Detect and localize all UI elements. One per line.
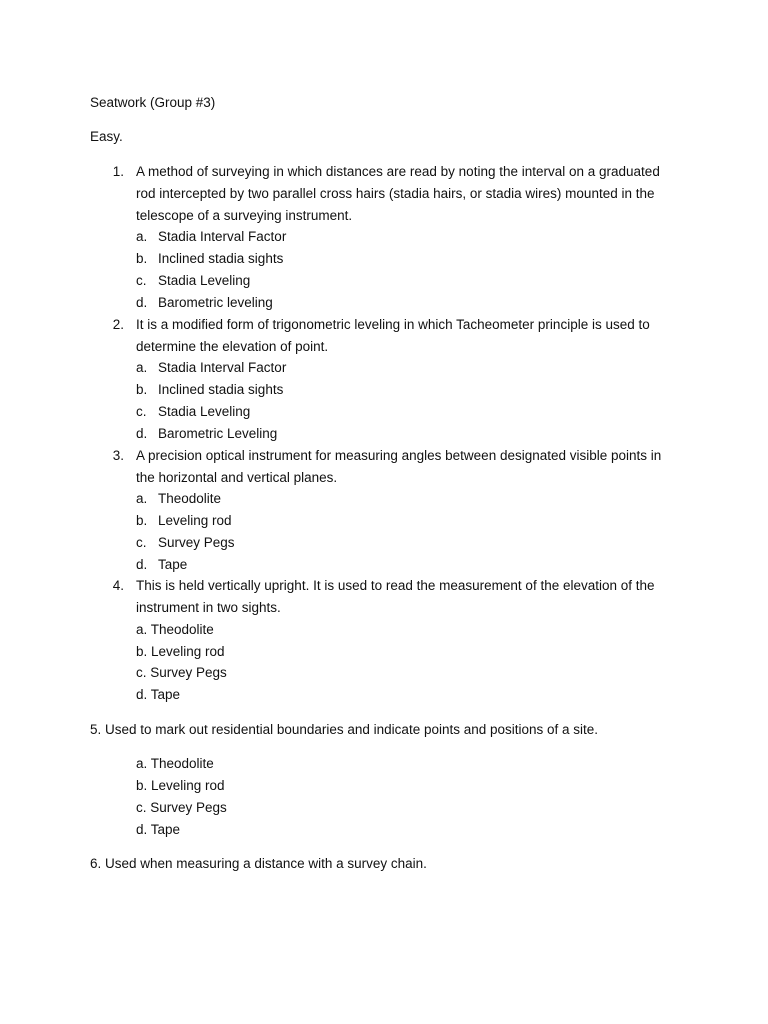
option-text: Leveling rod [158, 513, 232, 528]
question-text-line: It is a modified form of trigonometric leveling in which Tacheometer principle is used to [136, 317, 650, 332]
question-text-line: the horizontal and vertical planes. [136, 470, 338, 485]
question-number: 2. [112, 317, 124, 332]
option-text: Inclined stadia sights [158, 251, 284, 266]
option-letter: a. [136, 360, 148, 375]
option-d: d. Tape [136, 822, 181, 837]
question-text-line: instrument in two sights. [136, 600, 281, 615]
option-letter: d. [136, 557, 148, 572]
question-number: 3. [112, 448, 124, 463]
option-a: a. Theodolite [136, 622, 214, 637]
option-letter: c. [136, 404, 147, 419]
option-letter: d. [136, 295, 148, 310]
option-letter: c. [136, 273, 147, 288]
option-letter: c. [136, 535, 147, 550]
question-number: 1. [112, 164, 124, 179]
option-text: Stadia Interval Factor [158, 229, 287, 244]
question-text-line: A method of surveying in which distances are read by noting the interval on a graduated [136, 164, 660, 179]
option-text: Stadia Leveling [158, 404, 251, 419]
option-b: b. Leveling rod [136, 778, 225, 793]
option-a: a. Theodolite [136, 756, 214, 771]
option-letter: b. [136, 251, 148, 266]
option-letter: a. [136, 229, 148, 244]
option-text: Barometric Leveling [158, 426, 278, 441]
option-c: c. Survey Pegs [136, 800, 227, 815]
option-text: Stadia Leveling [158, 273, 251, 288]
option-text: Theodolite [158, 491, 222, 506]
question-text-line: determine the elevation of point. [136, 339, 329, 354]
question-text-line: This is held vertically upright. It is used to read the measurement of the elevation of the [136, 578, 655, 593]
document-title: Seatwork (Group #3) [90, 95, 216, 110]
section-heading: Easy. [90, 129, 123, 144]
question-text-line: 6. Used when measuring a distance with a survey chain. [90, 856, 427, 871]
option-text: Survey Pegs [158, 535, 235, 550]
question-number: 4. [112, 578, 124, 593]
option-letter: d. [136, 426, 148, 441]
question-text-line: A precision optical instrument for measuring angles between designated visible points in [136, 448, 662, 463]
option-text: Barometric leveling [158, 295, 273, 310]
question-text-line: telescope of a surveying instrument. [136, 208, 353, 223]
option-text: Stadia Interval Factor [158, 360, 287, 375]
option-b: b. Leveling rod [136, 644, 225, 659]
option-letter: b. [136, 382, 148, 397]
question-text-line: rod intercepted by two parallel cross hairs (stadia hairs, or stadia wires) mounted in the [136, 186, 655, 201]
option-letter: a. [136, 491, 148, 506]
question-text-line: 5. Used to mark out residential boundaries and indicate points and positions of a site. [90, 722, 599, 737]
option-c: c. Survey Pegs [136, 665, 227, 680]
option-letter: b. [136, 513, 148, 528]
option-text: Inclined stadia sights [158, 382, 284, 397]
option-text: Tape [158, 557, 188, 572]
option-d: d. Tape [136, 687, 181, 702]
